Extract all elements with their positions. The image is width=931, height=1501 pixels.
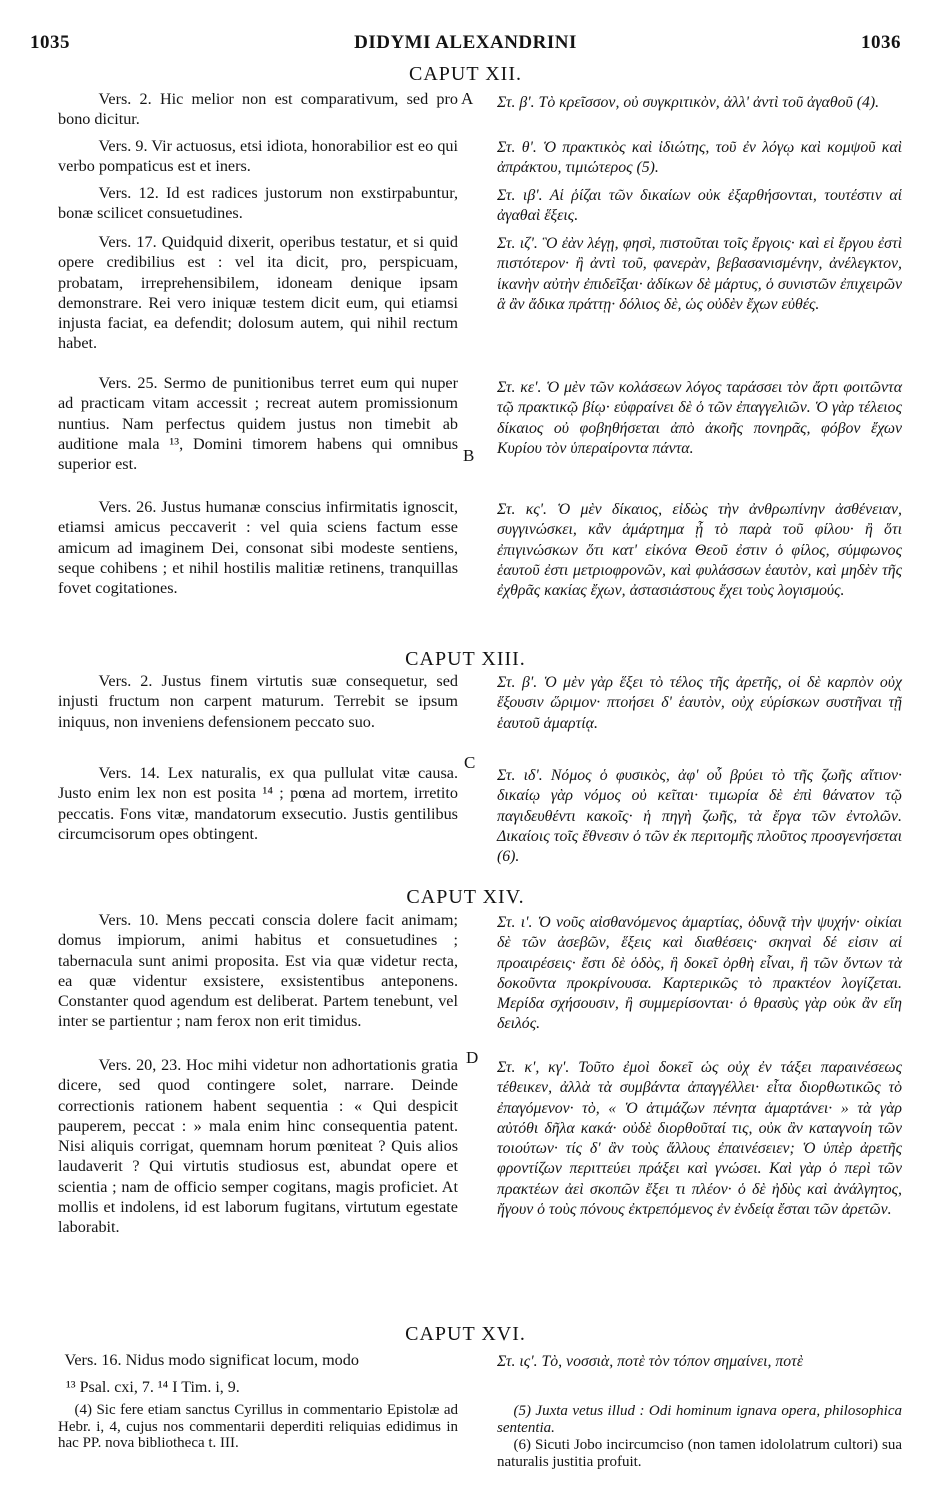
greek-paragraph: Στ. ιβ'. Αἱ ῥίζαι τῶν δικαίων οὐκ ἐξαρθήσονται, τουτέστιν αἱ ἀγαθαὶ ἕξεις. (497, 187, 902, 225)
margin-letter-a: A (461, 89, 474, 108)
chapter-heading-xii: CAPUT XII. (409, 63, 522, 85)
latin-paragraph: Vers. 12. Id est radices justorum non exstirpabuntur, bonæ scilicet consuetudines. (58, 184, 458, 223)
page-number-left: 1035 (30, 32, 70, 53)
greek-paragraph: Στ. β'. Ὁ μὲν γὰρ ἕξει τὸ τέλος τῆς ἀρετῆς, οἱ δὲ καρπὸν οὐχ ἕξουσιν ὥριμον· πτοήσει δ' ἑαυτὸν, οὐχ εὑρίσκων συστῆναι τῇ ἑαυτοῦ ἁμαρτίᾳ. (497, 674, 902, 732)
margin-letter-d: D (466, 1048, 479, 1067)
greek-paragraph: Στ. ιζ'. Ὃ ἐὰν λέγῃ, φησὶ, πιστοῦται τοῖς ἔργοις· καὶ εἰ ἔργου ἐστὶ πιστότερον· ἢ ἀντὶ τοῦ, φανερὰν, βεβασανισμένην, ἀνέλεγκτον, ἱκανὴν αὐτὴν ἐπιδεῖξαι· ἀδίκων δὲ μάρτυς, ὁ συνιστῶν ἐπιχειρῶν ἃ ἂν ἄδικα πράττῃ· δόλιος δὲ, ὡς οὐδὲν ἔχων εὐθές. (497, 235, 902, 313)
latin-paragraph: Vers. 17. Quidquid dixerit, operibus testatur, et si quid opere credibilius est : vel ita dicit, pro, perspicuam, probatam, irreprehensibilem, idoneam denique ipsam demonstrare. Rei vero iniquæ testem dicit eum, qui etiamsi injusta faciat, ea defendit; dolosum autem, qui nihil rectum habet. (58, 233, 458, 353)
margin-letter-c: C (464, 753, 476, 772)
footnote: (5) Juxta vetus illud : Odi hominum ignava opera, philosophica sententia. (497, 1403, 902, 1436)
latin-paragraph: Vers. 16. Nidus modo significat locum, modo (64, 1351, 359, 1369)
greek-paragraph: Στ. β'. Τὸ κρεῖσσον, οὐ συγκριτικὸν, ἀλλ' ἀντὶ τοῦ ἀγαθοῦ (4). (497, 94, 880, 111)
latin-paragraph: Vers. 26. Justus humanæ conscius infirmitatis ignoscit, etiamsi amicus peccaverit : vel quia sciens factum esse amicum ad imaginem Dei, consonat sibi modeste sentiens, seque cohibens ; et nihil hostilis malitiæ retinens, tranquillas fovet cogitationes. (58, 498, 458, 598)
latin-paragraph: Vers. 14. Lex naturalis, ex qua pullulat vitæ causa. Justo enim lex non est posita ¹⁴ ; pœna ad mortem, irretito peccatis. Fons vitæ, mandatorum exsecutio. Justis gentilibus circumcisorum opes obtingent. (58, 764, 458, 843)
chapter-heading-xiii: CAPUT XIII. (405, 648, 526, 670)
latin-paragraph: Vers. 10. Mens peccati conscia dolere facit animam; domus impiorum, animi habitus et consuetudines ; tabernacula sunt animi proposita. Est via quæ videtur recta, ea quæ videntur exsistere, exsistentibus anteponens. Constanter quod agendum est deliberat. Partem tenebunt, vel inter se partientur ; nam ferox non erit timidus. (58, 911, 458, 1031)
latin-paragraph: Vers. 2. Hic melior non est comparativum, sed pro bono dicitur. (58, 90, 458, 129)
greek-paragraph: Στ. ις'. Τὸ, νοσσιὰ, ποτὲ τὸν τόπον σημαίνει, ποτὲ (497, 1353, 804, 1370)
greek-paragraph: Στ. κς'. Ὁ μὲν δίκαιος, εἰδὼς τὴν ἀνθρωπίνην ἀσθένειαν, συγγινώσκει, κἂν ἁμάρτημα ᾖ τὸ παρὰ τοῦ φίλου· ἢ ὅτι ἐπιγινώσκων ὅτι κατ' εἰκόνα Θεοῦ ἐστιν ὁ φίλος, σύμφωνος ἑαυτοῦ ἐστι μετριοφρονῶν, καὶ φυλάσσων ἑαυτὸν, καὶ μηδὲν τῆς ἐχθρᾶς κακίας ἔχων, ἀστασιάστους ἔχει τοὺς λογισμούς. (497, 501, 902, 600)
latin-paragraph: Vers. 2. Justus finem virtutis suæ consequetur, sed injusti fructum non carpent maturum. Terrebit se ipsum iniquus, non inveniens defensionem peccato suo. (58, 672, 458, 731)
footnote: (4) Sic fere etiam sanctus Cyrillus in commentario Epistolæ ad Hebr. i, 4, cujus nos commentarii deperditi reliquias edidimus in hac PP. nova bibliotheca t. III. (58, 1402, 458, 1451)
scripture-references: ¹³ Psal. cxi, 7. ¹⁴ I Tim. i, 9. (66, 1379, 240, 1396)
greek-paragraph: Στ. θ'. Ὁ πρακτικὸς καὶ ἰδιώτης, τοῦ ἐν λόγῳ καὶ κομψοῦ καὶ ἀπράκτου, τιμιώτερος (5). (497, 139, 902, 177)
greek-paragraph: Στ. ιδ'. Νόμος ὁ φυσικὸς, ἀφ' οὗ βρύει τὸ τῆς ζωῆς αἴτιον· δικαίῳ γὰρ νόμος οὐ κεῖται· τιμωρία δὲ ἐπὶ θάνατον τῷ παγιδευθέντι κακοῖς· ἡ πηγὴ ζωῆς, τὰ ἔργα τῶν ἐντολῶν. Δικαίοις τοῖς ἔθνεσιν ὁ τῶν ἐκ περιτομῆς πλοῦτος προσγενήσεται (6). (497, 767, 902, 866)
greek-paragraph: Στ. ι'. Ὁ νοῦς αἰσθανόμενος ἁμαρτίας, ὀδυνᾷ τὴν ψυχήν· οἰκίαι δὲ τῶν ἀσεβῶν, ἕξεις καὶ διαθέσεις· σκηναὶ δέ εἰσιν αἱ προαιρέσεις· ἔστι δὲ ὁδὸς, ἣ δοκεῖ ὀρθὴ εἶναι, ἢ τῶν ὄντων τὰ δοκοῦντα προκρίνουσα. Καρτερικῶς τὸ πρακτέον λογίζεται. Μερίδα σχήσουσιν, ἢ συμμερίσονται· ὁ θρασὺς γὰρ οὐκ ἂν εἴη δειλός. (497, 914, 902, 1033)
chapter-heading-xiv: CAPUT XIV. (406, 886, 525, 908)
latin-paragraph: Vers. 9. Vir actuosus, etsi idiota, honorabilior est eo qui verbo pompaticus est et iners. (58, 137, 458, 176)
margin-letter-b: B (463, 446, 475, 465)
page-number-right: 1036 (861, 32, 901, 53)
greek-paragraph: Στ. κε'. Ὁ μὲν τῶν κολάσεων λόγος ταράσσει τὸν ἄρτι φοιτῶντα τῷ πρακτικῷ βίῳ· εὐφραίνει δὲ ὁ τῶν ἐπαγγελιῶν. Ὁ γὰρ τέλειος δίκαιος οὐ φοβηθήσεται ἀπὸ ἀκοῆς πονηρᾶς, φόβον ἔχων Κυρίου τὸν ὑπεραίροντα πάντα. (497, 379, 902, 457)
footnote: (6) Sicuti Jobo incircumciso (non tamen idololatrum cultori) sua naturalis justitia profuit. (497, 1437, 902, 1470)
latin-paragraph: Vers. 25. Sermo de punitionibus terret eum qui nuper ad practicam vitam accessit ; recreat autem promissionum nuntius. Nam perfectus quidem justus non timebit ab auditione mala ¹³, Domini timorem habens qui omnibus superior est. (58, 374, 458, 474)
greek-paragraph: Στ. κ', κγ'. Τοῦτο ἐμοὶ δοκεῖ ὡς οὐχ ἐν τάξει παραινέσεως τέθεικεν, ἀλλὰ τὰ συμβάντα ἀπαγγέλλει· εἶτα διορθωτικῶς τὸ ἐπαγόμενον· τὸ, « Ὁ ἀτιμάζων πένητα ἁμαρτάνει· » τὰ γὰρ αὐτόθι δῆλα κακά· οὐδὲ διορθοῦταί τις, οὐκ ἂν καταγνοίη τῶν τοιούτων· τίς δ' ἂν τοὺς ἄλλους ἐπαινέσειεν; Ὁ ὑπὲρ ἀρετῆς φροντίζων περιττεύει πράξει καὶ γνώσει. Καὶ γὰρ ὁ περὶ τῶν πρακτέων ἀεὶ σκοπῶν ἔξει τι πλέον· ὁ δὲ ἠδὺς καὶ ἀνάλγητος, ἤγουν ὁ τοὺς πόνους ἐκτρεπόμενος ἐν ἐνδείᾳ ἔσται τῶν ἀρετῶν. (497, 1059, 902, 1219)
chapter-heading-xvi: CAPUT XVI. (405, 1323, 526, 1345)
latin-paragraph: Vers. 20, 23. Hoc mihi videtur non adhortationis gratia dicere, sed quod contingere solet, narrare. Deinde correctionis rationem habent sequentia : « Qui despicit pauperem, peccat : » mala enim hinc consequentia patent. Nisi aliquis corrigat, quemnam horum pœniteat ? Quis alios laudaverit ? Qui virtutis studiosus est, abundat opere et scientia ; nam de officio semper cogitans, magis proficiet. At mollis et indolens, id est laborum fugitans, virtutum egestate laborabit. (58, 1056, 458, 1237)
running-title: DIDYMI ALEXANDRINI (354, 32, 577, 53)
